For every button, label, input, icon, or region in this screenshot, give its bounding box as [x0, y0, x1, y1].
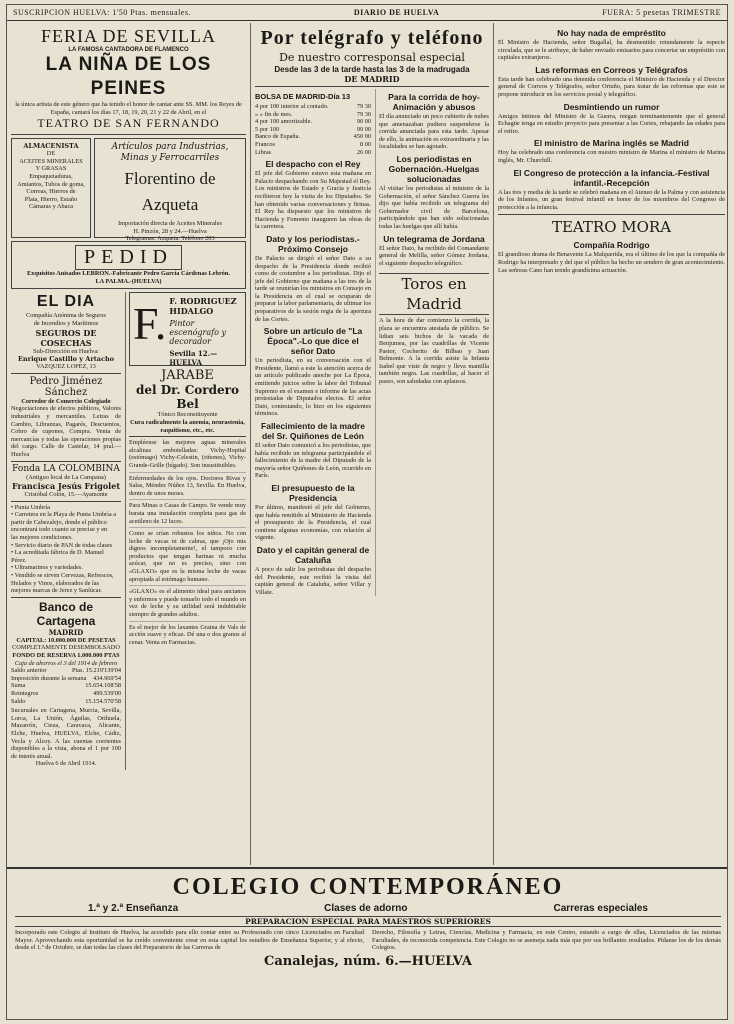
feria-artist: LA NIÑA DE LOS PEINES: [45, 54, 212, 99]
cartagena-state: Caja de ahorros el 3 del 1914 de febrero: [14, 659, 118, 667]
bolsa-value: 90 00: [356, 118, 371, 126]
cartagena-fund: FONDO DE RESERVA 1.000.000 PTAS: [12, 652, 120, 659]
cartagena-row-3: [11, 690, 121, 698]
toros-text: A la hora de dar comienzo la corrida, la plaza se encuentra atestada de público. Se lidian seis bichos de la vacada de Benjumea, por las cuadrillas de Vicente Pastor, Cocherito de Bilbao y Juan Belmonte. A la corrida asiste la Infanta Isabel que viste de negro y lleva mantilla también negra. Las cuadrillas, al hacer el paseo, son saludadas con aplausos.: [379, 317, 489, 386]
almacen-l6: Plata, Hierro, Estaño: [24, 195, 78, 203]
colegio-title: COLEGIO CONTEMPORÁNEO: [172, 874, 564, 900]
florentino-box: [94, 138, 246, 243]
eldia-l0: Compañía Anónima de Seguros: [26, 312, 106, 320]
pedid-line1: Exquisitos Anisados LEBRON.-Fabricante Pedro García Cárdenas Lebrón.: [26, 270, 231, 278]
colegio-ad: [7, 867, 728, 1020]
body-grid: [7, 23, 728, 865]
article-body: El jefe del Gobierno estuvo esta mañana en Palacio despachando con Su Majestad el Rey. Los ministros de Estado y Gracia y Justicia recibieron hoy la visita de los Diputados. Se han obtenido varias conversaciones y firmas. El Rey ha dispuesto que los ministros de Hacienda y Fomento inauguren las obras de la carretera.: [255, 170, 371, 231]
cartagena-ad: [11, 598, 121, 770]
article-heading: Las reformas en Correos y Telégrafos: [535, 64, 688, 75]
telegrafo-schedule: Desde las 3 de la tarde hasta las 3 de la madrugada: [274, 65, 470, 74]
jarabe-title: JARABE: [161, 368, 214, 384]
colegio-right: Derecho, Filosofía y Letras, Ciencias, Medicina y Farmacia, en este Centro, estando a cargo de ellas, Licenciados de las mismas Facultades, de reconocida competencia. Este Colegio no se asemeja nada más que por sus brillantes resultados. Pídanse los de los demás Colegios.: [372, 929, 721, 952]
article-heading: El Congreso de protección a la infancia.-Festival infantil.-Recepción: [513, 167, 710, 188]
bolsa-row-3: [255, 126, 371, 134]
florentino-l0: Importación directa de Aceites Minerales: [118, 220, 222, 228]
almacen-l2: Y GRASAS: [35, 165, 67, 173]
rodriguez-ad: [129, 292, 246, 366]
article-heading: Los periodistas en Gobernación.-Huelgas solucionadas: [388, 153, 480, 184]
bolsa-row-2: [255, 118, 371, 126]
telegrafo-title: Por telégrafo y teléfono: [260, 27, 484, 49]
bolsa-row-0: [255, 103, 371, 111]
article-heading: El ministro de Marina inglés se Madrid: [534, 138, 689, 149]
subscription-huelva: SUSCRIPCION HUELVA: 1'50 Ptas. mensuales.: [13, 8, 191, 17]
article-body: Un periodista, en su conversación con el Presidente, llamó a este la atención acerca de un artículo publicado anoche por La Época, emitiendo juicios sobre la labor del Tribunal Supremo en el examen e informe de las actas protestadas de Diputados electos. El señor Dato, contestando, lo hizo en los siguientes términos.: [255, 357, 371, 418]
rodriguez-role: Pintor escenógrafo y decorador: [169, 319, 226, 347]
cartagena-row-value: 499.539'00: [93, 689, 121, 697]
jimenez-name: Pedro Jiménez Sánchez: [29, 375, 103, 398]
almacen-l3: Empaquetaduras,: [29, 172, 73, 180]
column-center: [251, 23, 493, 865]
colombina-owner: Francisca Jesús Frigolet: [11, 481, 121, 492]
eldia-sub: SEGUROS DE COSECHAS: [35, 327, 97, 348]
umbria-l8: • Ultramarinos y variedades.: [11, 564, 83, 572]
bolsa-value: 450 00: [353, 133, 371, 141]
almacen-l1: ACEITES MINERALES: [19, 157, 83, 165]
cartagena-row-4: [11, 698, 121, 706]
feria-ad: [11, 25, 246, 135]
jarabe-sub: Tónico Reconstituyente: [157, 411, 218, 419]
anuncio-2: Para Minas o Casas de Campo. Se vende muy barata una instalación completa para gas de acetileno de 12 luces.: [129, 502, 246, 528]
pedid-ad: [11, 241, 246, 289]
article-body: A poco de salir los periodistas del despacho del Presidente, este recibió la visita del capitán general de Cataluña, señor Villar y Villate.: [255, 565, 371, 596]
eldia-rodriguez-row: [11, 292, 246, 770]
newspaper-page: [6, 4, 728, 1020]
bolsa-label: Francos: [255, 140, 275, 148]
rodriguez-initial: F.: [133, 298, 167, 350]
feria-theatre: TEATRO DE SAN FERNANDO: [37, 116, 220, 131]
anuncio-4: «GLAXO» es el alimento ideal para ancianos y enfermos y puede tomarlo todo el mundo en vez de leche y su utilidad será indubitable siempre de grandes adultos.: [129, 588, 246, 621]
eldia-l1: de Incendios y Marítimos: [33, 319, 99, 327]
cartagena-row-label: Reintegros: [11, 689, 39, 697]
cartagena-date: Huelva 6 de Abril 1914.: [35, 760, 97, 768]
cartagena-row-value: 15.154.570'58: [85, 697, 121, 705]
bolsa-label: Libras: [255, 148, 272, 156]
colombina-name: Fonda LA COLOMBINA: [12, 463, 120, 474]
bolsa-label: Banco de España.: [255, 133, 300, 141]
bolsa-label: » » fin de mes.: [255, 110, 293, 118]
umbria-l3: encontrará todo cuanto se precise y en: [11, 526, 108, 534]
bolsa-title: BOLSA DE MADRID-Día 13: [255, 92, 351, 101]
jarabe-text: Cura radicalmente la anemia, neurastenia, raquitismo, etc., etc.: [130, 418, 245, 434]
telegrafo-city: DE MADRID: [344, 74, 400, 84]
article-heading: Un telegrama de Jordana: [383, 233, 485, 244]
cartagena-row-label: Saldo: [11, 697, 26, 705]
bolsa-label: 4 por 100 amortizable.: [255, 118, 313, 126]
article-heading: Dato y los periodistas.-Próximo Consejo: [266, 233, 360, 254]
colombina-ad: [11, 462, 121, 502]
cartagena-row-label: Suma: [11, 682, 26, 690]
colegio-left: Incorporado este Colegio al Instituto de Huelva, ha accedido para ello contar entre su Profesorado con cinco Licenciados en Facultad Mayor. Aprovechando esta oportunidad se ha creído conveniente crear en esta capital los estudios de Enseñanza Superior, y al efecto, desde el 1.º de Octubre, se dan todas las clases del Preparatorio de las Carreras de: [15, 929, 364, 952]
umbria-l1: • Carretera en la Playa de Punta Umbría a: [11, 511, 117, 519]
cartagena-title: Banco de Cartagena: [36, 599, 96, 628]
rodriguez-addr: Sevilla 12.—HUELVA: [169, 349, 218, 368]
bolsa-row-4: [255, 133, 371, 141]
article-body: Hoy ha celebrado una conferencia con nuestro ministro de Marina el ministro de Marina inglés, Mr. Churchill.: [498, 149, 725, 164]
florentino-name: Florentino de Azqueta: [124, 169, 216, 215]
telegrafo-col-a: [255, 89, 371, 596]
article-body: El señor Dato comunicó a los periodistas, que había recibido un telegrama participándole el fallecimiento de la madre del Diputado de la mayoría señor Quiñones de León, ocurrido en París.: [255, 442, 371, 480]
florentino-l1: H. Pinzón, 28 y 24.—Huelva: [133, 227, 207, 235]
florentino-top: Artículos para Industrias, Minas y Ferrocarriles: [111, 142, 229, 164]
colegio-tag: 1.ª y 2.ª Enseñanza: [87, 903, 179, 914]
article-heading: El presupuesto de la Presidencia: [271, 482, 355, 503]
jimenez-text: Negociaciones de efectos públicos, Valores industriales y mercantiles. Letras de Cambio, Libranzas, Pagarés, Descuentos, Cobro de cupones, Compra. Venta de mercancías y todas las operaciones propias del cargo. Calle de Castelar, 14 pral.—Huelva: [11, 405, 121, 458]
masthead: [7, 5, 727, 21]
article-heading: Desmintiendo un rumor: [563, 101, 660, 112]
feria-title: FERIA DE SEVILLA: [41, 26, 216, 46]
article-body: Esta tarde han celebrado una detenida conferencia el Ministro de Hacienda y el Director general de Correos y Telégrafos, señor Ortuño, para tratar de las reformas que este se propone introducir en los servicios postal y telegráfico.: [498, 75, 725, 98]
jarabe-name: del Dr. Cordero Bel: [136, 383, 239, 412]
article-body: A las tres y media de la tarde se celebró mañana en el Ateneo de la Palma y con asistencia de los Infantes, un gran festival infantil en honor de los miembros del Congreso de protección a la infancia.: [498, 188, 725, 211]
umbria-l10: Helados y Vinos, elaborados de las: [11, 579, 99, 587]
eldia-dir: Sub-Dirección en Huelva:: [33, 347, 99, 355]
eldia-ad: [11, 292, 121, 373]
almacen-florentino-ad: [11, 138, 246, 243]
cartagena-row-value: 15.654.108'58: [85, 682, 121, 690]
cartagena-row-2: [11, 682, 121, 690]
column-left: [7, 23, 251, 865]
bolsa-label: 4 por 100 interior al contado.: [255, 103, 329, 110]
column-right: [493, 23, 728, 865]
bolsa-value: 79 30: [356, 103, 371, 110]
subscription-outside: FUERA: 5 pesetas TRIMESTRE: [602, 8, 721, 17]
left-sub-col: [11, 292, 121, 770]
jimenez-ad: [11, 374, 121, 462]
cartagena-city: MADRID: [48, 627, 84, 637]
colombina-sub: (Antiguo local de La Campana): [26, 473, 106, 481]
teatro-text: El grandioso drama de Benavente La Malquerida, era el último de los que la compañía de Rodrigo ha interpretado y del que el público ha hecho un sendero de gran acontecimiento. Las señoras Cano han tenido grandísima actuación.: [498, 251, 725, 274]
almacen-l7: Cámaras y Abaca: [28, 203, 74, 211]
jarabe-ad: [129, 366, 246, 437]
teatro-title: TEATRO MORA: [551, 218, 672, 237]
umbria-l9: • Vendido se sirven Cervezas, Refrescos,: [11, 572, 114, 580]
almacen-l4: Amiantos, Tubos de goma,: [17, 180, 85, 188]
divider: [498, 214, 725, 215]
anuncio-0: Empléense las mejores aguas minerales alcalinas embotelladas: Vichy-Hopital (estómago) Vichy-Celestin, (riñones), Vichy-Grande-Grille (hígado). Son insustituibles.: [129, 439, 246, 472]
florentino-l2: Telegramas: Azqueta. Teléfono 203: [125, 235, 215, 243]
rodriguez-name: F. RODRIGUEZ HIDALGO: [169, 296, 237, 317]
teatro-sub: Compañía Rodrigo: [573, 240, 650, 251]
umbria-l2: partir de Cabezalejo, donde el público: [11, 518, 107, 526]
article-heading: Dato y el capitán general de Cataluña: [256, 544, 370, 565]
cartagena-row-label: Imposición durante la semana: [11, 674, 87, 682]
bolsa-row-1: [255, 111, 371, 119]
bolsa-value: 8 00: [359, 140, 371, 148]
telegrafo-subtitle: De nuestro corresponsal especial: [279, 51, 465, 64]
bolsa-row-6: [255, 149, 371, 157]
colegio-body: [15, 929, 721, 952]
cartagena-row-value: 434.969'54: [93, 674, 121, 682]
pedid-line2: LA PALMA.-(HUELVA): [95, 277, 162, 285]
umbria-l4: las mejores condiciones.: [11, 534, 73, 542]
article-body: De Palacio se dirigió el señor Dato a su despacho de la Presidencia donde recibió como de costumbre a los periodistas. Dijo el jefe del Gobierno que mañana a las tres de la tarde se reunirían los ministros en Consejo en la Presidencia en el cual se ocuparán de preparar la labor parlamentaria, de ultimar los preparativos de la sesión regia de la apertura de las Cortes.: [255, 254, 371, 323]
colegio-prep: PREPARACION ESPECIAL PARA MAESTROS SUPERIORES: [15, 916, 721, 927]
eldia-title: EL DIA: [36, 293, 96, 311]
umbria-l11: mejores marcas de Jerez y Sanlúcar.: [11, 587, 102, 595]
bolsa-label: 5 por 100: [255, 125, 280, 133]
article-body: Amigos íntimos del Ministro de la Guerra, niegan terminantemente que el general Echagüe tenga en estudio proyecto para presentar a las Cortes, rebajando las edades para el retiro.: [498, 112, 725, 135]
article-heading: Para la corrida de hoy-Animación y abusos: [388, 92, 480, 112]
article-body: Por último, manifestó el jefe del Gobierno, que había remitido al Ministerio de Hacienda el presupuesto de la Presidencia, el cual contiene algunas economías, con relación al vigente.: [255, 503, 371, 542]
article-heading: No hay nada de empréstito: [557, 28, 666, 38]
almacen-box: [11, 138, 91, 238]
cartagena-note: COMPLETAMENTE DESEMBOLSADO: [12, 644, 120, 652]
telegrafo-columns: [255, 89, 489, 596]
cartagena-capital: CAPITAL: 10.000.000 DE PESETAS: [16, 636, 116, 644]
anuncio-5: Es el mejor de los laxantes Graina de Vals de acción suave y eficaz. Dé una o dos granos al cenar. Venta en Farmacias.: [129, 623, 246, 646]
jimenez-role: Corredor de Comercio Colegiado: [21, 397, 111, 405]
article-heading: El despacho con el Rey: [265, 159, 361, 170]
colegio-address: Canalejas, núm. 6.—HUELVA: [264, 953, 472, 969]
toros-title: Toros en Madrid: [379, 273, 489, 315]
almacen-l5: Correas, Hierros de: [26, 188, 76, 196]
telegrafo-col-b: [375, 89, 489, 596]
colegio-tags: [15, 903, 721, 914]
cartagena-row-0: [11, 667, 121, 675]
feria-text: la única artista de este género que ha tenido el honor de cantar ante SS. MM. los Reyes de España, cantará los días 17, 18, 19, 20, 21 y 22 de Abril, en el: [15, 101, 242, 116]
cartagena-row-label: Saldo anterior: [11, 667, 47, 675]
feria-subtitle: LA FAMOSA CANTADORA DE FLAMENCO: [68, 47, 189, 53]
umbria-l7: Pérez.: [11, 556, 27, 564]
article-heading: Fallecimiento de la madre del Sr. Quiñones de León: [261, 421, 365, 441]
article-body: El señor Dato, ha recibido del Comandante general de Melilla, señor Gómez Jordana, el siguiente despacho telegráfico.: [379, 244, 489, 267]
article-body: Al visitar los periodistas al ministro de la Gobernación, el señor Sánchez Guerra les dijo que había recibido un telegrama del Gobernador civil de Barcelona, participándole que han sido solucionadas todas las huelgas que allí había.: [379, 184, 489, 230]
anuncio-1: Enfermedades de los ojos. Doctores Rivas y Salas, Méndez Núñez 13, Sevilla. En Huelva, dentro de unos meses.: [129, 475, 246, 501]
bolsa-value: 79 30: [356, 110, 371, 118]
colombina-addr: Cristóbal Colón, 15.—Ayamonte: [24, 491, 108, 499]
article-body: El Ministro de Hacienda, señor Bugallal, ha desmentido rotundamente la especie circulada, que se le atribuye, de haber enviado emisarios para concertar un empréstito con capitales extranjeros.: [498, 39, 725, 62]
cartagena-text: Sucursales en Cartagena, Murcia, Sevilla, Lorca, La Unión, Águilas, Orihuela, Mazarrón, Cieza, Caravaca, Alicante, Elche, Huelva, HUELVA, Elche, Cádiz, Vecla y Alcoy. A las cuentas corrientes disponibles a la vista, abona el 1 por 100 de interés anual.: [11, 707, 121, 760]
bolsa-value: 26 00: [356, 148, 371, 156]
colegio-tag: Carreras especiales: [553, 903, 648, 914]
eldia-name: Enrique Castillo y Artacho: [17, 355, 115, 364]
umbria-l6: • La acreditada fábrica de D. Manuel: [11, 549, 104, 557]
newspaper-name: DIARIO DE HUELVA: [353, 8, 440, 17]
article-heading: Sobre un artículo de "La Época".-Lo que dice el señor Dato: [263, 326, 363, 357]
almacen-title: ALMACENISTA: [23, 142, 79, 151]
colegio-tag: Clases de adorno: [324, 903, 408, 914]
anuncio-3: Como se crían robustos los niños. No con leche de vacas ni de cabras, que ¡Ojo mis dignos incompletamente!, el tampoco con productos que tengan harinas ni mucha azúcar, que no es preciso, sino con «GLAXO» que es la misma leche de vacas apropiada al estómago humano.: [129, 530, 246, 586]
umbria-l0: • Punta Umbría: [11, 503, 50, 511]
almacen-l0: DE: [46, 150, 56, 158]
cartagena-row-1: [11, 675, 121, 683]
eldia-street: VAZQUEZ LOPEZ, 13: [36, 363, 96, 371]
article-body: El día anunciado un poco cubierto de nubes que amenazaban pudiera suspenderse la corrida anunciada para esta tarde. Apesar de ello, la animación es extraordinaria y las localidades se han agotado.: [379, 113, 489, 151]
cartagena-row-value: Ptas. 15.219'139'04: [72, 667, 121, 675]
umbria-l5: • Servicio diario de PAN de todas clases: [11, 541, 113, 549]
bolsa-row-5: [255, 141, 371, 149]
bolsa-value: 99 00: [356, 125, 371, 133]
umbria-ad: [11, 502, 121, 598]
telegrafo-header: [255, 25, 489, 87]
right-sub-col: [125, 292, 246, 770]
pedid-word: PEDID: [75, 245, 182, 270]
